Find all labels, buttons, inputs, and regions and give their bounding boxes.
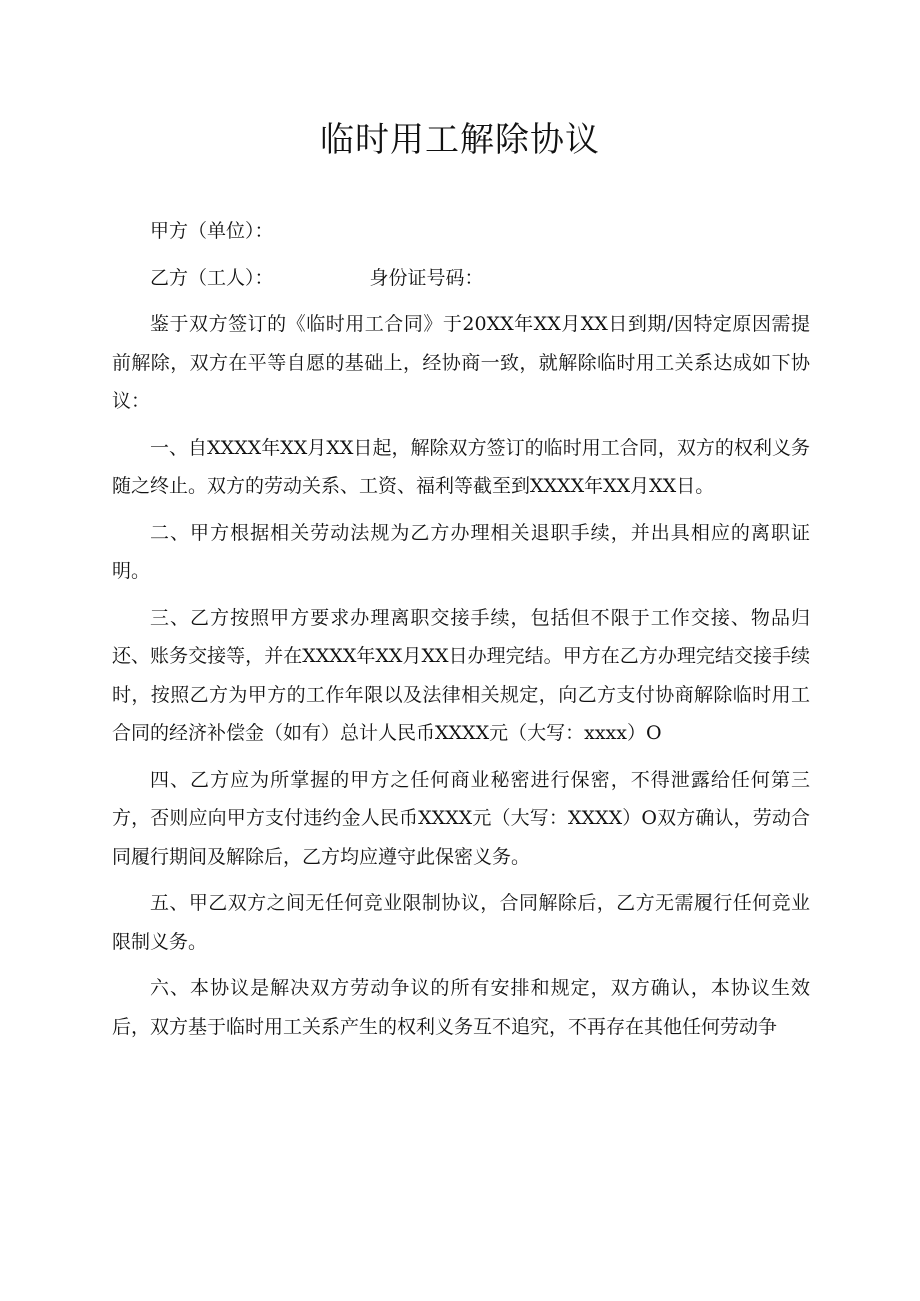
clause-1: 一、自XXXX年XX月XX日起，解除双方签订的临时用工合同，双方的权利义务随之终止。双方的劳动关系、工资、福利等截至到XXXX年XX月XX日。 — [112, 436, 810, 497]
document-body — [112, 212, 810, 1054]
clause-4: 四、乙方应为所掌握的甲方之任何商业秘密进行保密，不得泄露给任何第三方，否则应向甲方支付违约金人民币XXXX元（大写：XXXX）O双方确认，劳动合同履行期间及解除后，乙方均应遵守此保密义务。 — [112, 768, 810, 868]
document-title: 临时用工解除协议 — [320, 120, 600, 160]
intro-paragraph: 鉴于双方签订的《临时用工合同》于20XX年XX月XX日到期/因特定原因需提前解除，双方在平等自愿的基础上，经协商一致，就解除临时用工关系达成如下协议： — [112, 313, 810, 412]
id-number-label: 身份证号码： — [369, 266, 484, 289]
party-a-label: 甲方（单位）： — [150, 220, 274, 242]
clause-2: 二、甲方根据相关劳动法规为乙方办理相关退职手续，并出具相应的离职证明。 — [112, 521, 810, 582]
clause-3: 三、乙方按照甲方要求办理离职交接手续，包括但不限于工作交接、物品归还、账务交接等，并在XXXX年XX月XX日办理完结。甲方在乙方办理完结交接手续时，按照乙方为甲方的工作年限以及法律相关规定，向乙方支付协商解除临时用工合同的经济补偿金（如有）总计人民币XXXX元（大写：xxxx）O — [112, 606, 810, 744]
party-b-label: 乙方（工人）： — [150, 266, 274, 289]
clause-6: 六、本协议是解决双方劳动争议的所有安排和规定，双方确认，本协议生效后，双方基于临时用工关系产生的权利义务互不追究，不再存在其他任何劳动争 — [112, 977, 810, 1038]
clause-5: 五、甲乙双方之间无任何竞业限制协议，合同解除后，乙方无需履行任何竞业限制义务。 — [112, 892, 810, 953]
party-a-line — [112, 212, 810, 251]
party-b-line — [112, 259, 810, 298]
